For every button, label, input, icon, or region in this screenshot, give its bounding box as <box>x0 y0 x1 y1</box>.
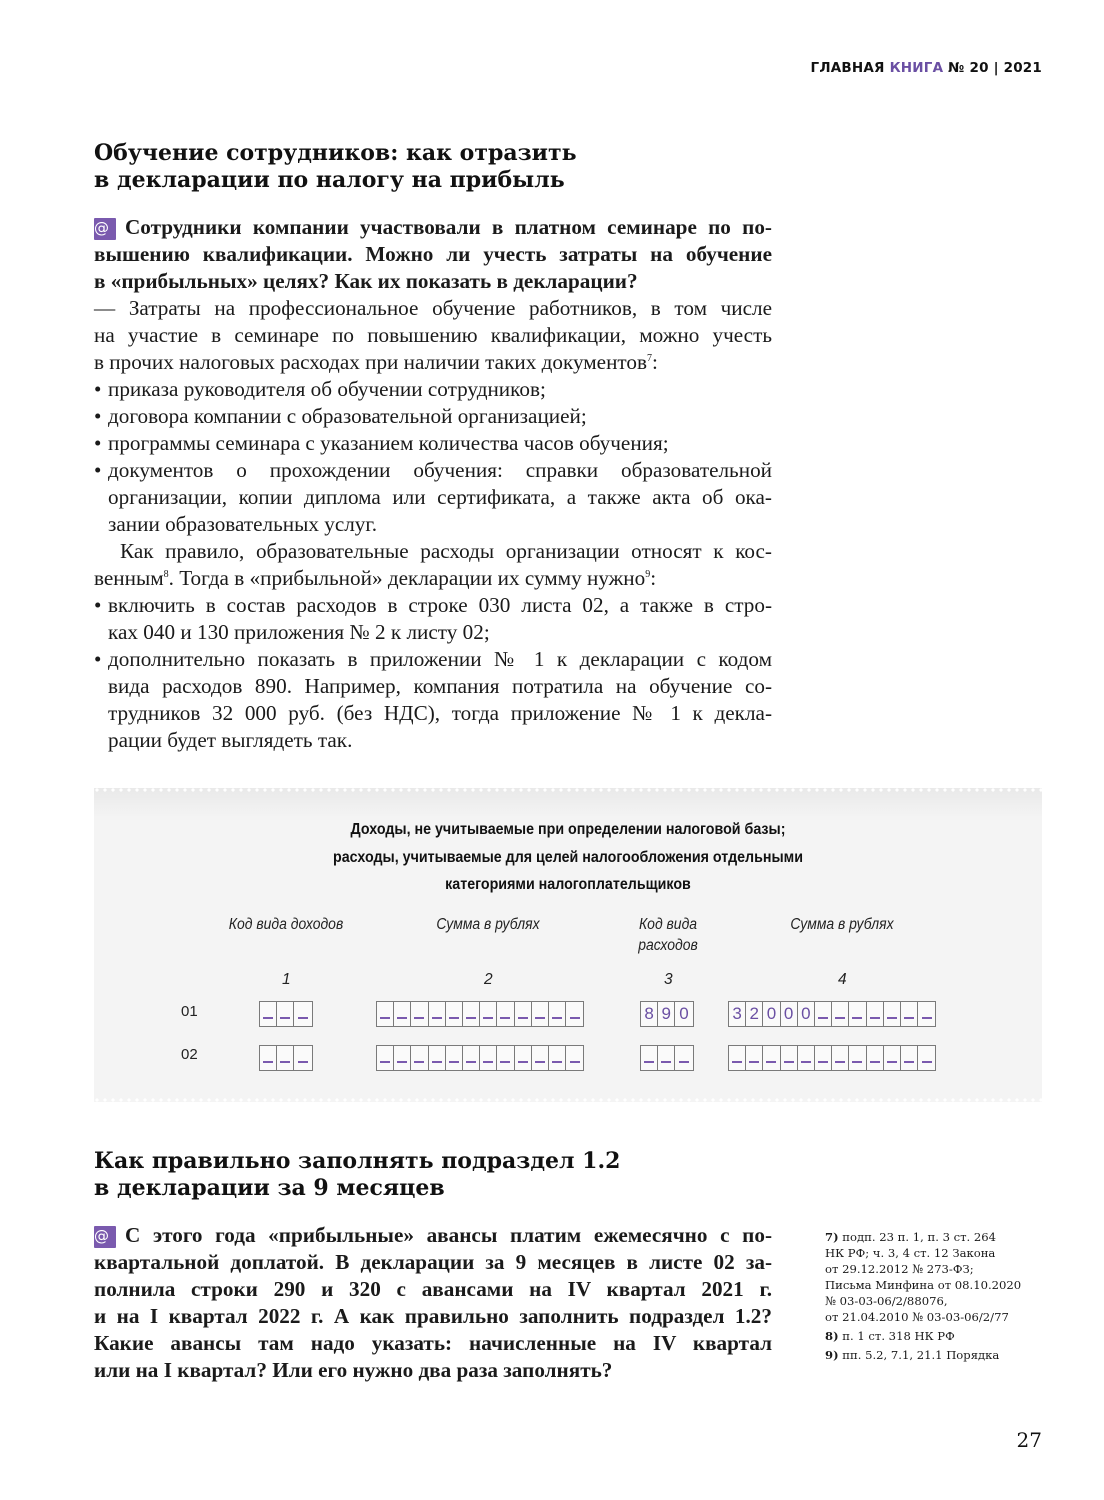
form-cell[interactable] <box>394 1046 411 1070</box>
form-cell[interactable] <box>566 1002 583 1026</box>
col-number: 2 <box>484 971 493 988</box>
form-cell[interactable] <box>277 1002 294 1026</box>
brand-accent: КНИГА <box>889 60 944 76</box>
form-cell[interactable]: 0 <box>763 1002 780 1026</box>
title-line: в декларации за 9 месяцев <box>94 1175 445 1201</box>
answer-line: — Затраты на профессиональное обучение работников, в том числе <box>94 296 772 320</box>
form-cell[interactable] <box>277 1046 294 1070</box>
form-title <box>132 816 1004 899</box>
form-cell[interactable] <box>515 1002 532 1026</box>
form-cell[interactable] <box>884 1002 901 1026</box>
form-title-line: расходы, учитываемые для целей налогообложения отдельными <box>332 848 803 866</box>
form-cell[interactable] <box>429 1002 446 1026</box>
form-cell[interactable] <box>294 1046 311 1070</box>
question-line: полнила строки 290 и 320 с авансами на IV квартал 2021 г. <box>94 1277 772 1301</box>
question-line: или на I квартал? Или его нужно два раза заполнять? <box>94 1358 613 1382</box>
article-training <box>94 140 772 754</box>
form-cell[interactable] <box>918 1002 935 1026</box>
list-item: • дополнительно показать в приложении № 1 к декларации с кодом <box>94 646 772 673</box>
form-cell[interactable] <box>763 1046 780 1070</box>
form-cell[interactable] <box>658 1046 675 1070</box>
form-title-line: категориями налогоплательщиков <box>445 876 691 893</box>
form-cell[interactable] <box>480 1046 497 1070</box>
form-cell[interactable] <box>549 1002 566 1026</box>
answer <box>94 295 772 754</box>
form-cell[interactable] <box>497 1046 514 1070</box>
issue-number: № 20 | 2021 <box>948 60 1042 76</box>
list-item-cont: рации будет выглядеть так. <box>108 728 353 752</box>
form-cell[interactable]: 8 <box>641 1002 658 1026</box>
field-expense-sum-row-01[interactable] <box>728 1001 936 1027</box>
question-line: Какие авансы там надо указать: начисленные на IV квартал <box>94 1331 772 1355</box>
form-cell[interactable]: 9 <box>658 1002 675 1026</box>
form-cell[interactable] <box>429 1046 446 1070</box>
form-cell[interactable] <box>675 1046 692 1070</box>
at-icon: @ <box>94 218 116 240</box>
footnote-7: 7) подп. 23 п. 1, п. 3 ст. 264 НК РФ; ч. 3, 4 ст. 12 Закона от 29.12.2012 № 273-ФЗ; Письма Минфина от 08.10.2020 № 03-03-06/2/88076, от 21.04.2010 № 03-03-06/2/77 <box>825 1230 1022 1324</box>
form-cell[interactable] <box>260 1002 277 1026</box>
question-line: @ С этого года «прибыльные» авансы платим ежемесячно с по- <box>94 1223 772 1247</box>
form-cell[interactable] <box>377 1002 394 1026</box>
at-icon: @ <box>94 1226 116 1248</box>
col-number: 1 <box>282 971 291 988</box>
form-cell[interactable] <box>884 1046 901 1070</box>
form-cell[interactable] <box>832 1002 849 1026</box>
form-cell[interactable] <box>446 1046 463 1070</box>
article-title <box>94 1148 772 1202</box>
page-number: 27 <box>1016 1428 1042 1452</box>
form-cell[interactable] <box>832 1046 849 1070</box>
field-expense-sum-row-02[interactable] <box>728 1045 936 1071</box>
brand-primary: ГЛАВНАЯ <box>810 60 885 76</box>
list-item: • программы семинара с указанием количества часов обучения; <box>94 430 772 457</box>
form-cell[interactable] <box>480 1002 497 1026</box>
form-title-line: Доходы, не учитываемые при определении налоговой базы; <box>350 821 786 838</box>
col-header-expense-code: Код вида расходов <box>638 916 698 954</box>
title-line: Обучение сотрудников: как отразить <box>94 140 577 166</box>
form-cell[interactable] <box>497 1002 514 1026</box>
form-cell[interactable] <box>901 1002 918 1026</box>
form-cell[interactable]: 0 <box>798 1002 815 1026</box>
form-cell[interactable]: 0 <box>679 1004 689 1023</box>
field-income-sum-row-01[interactable] <box>376 1001 584 1027</box>
field-income-code-row-01[interactable] <box>259 1001 313 1027</box>
field-income-code-row-02[interactable] <box>259 1045 313 1071</box>
form-cell[interactable] <box>901 1046 918 1070</box>
footnote-ref[interactable]: 9 <box>645 569 651 580</box>
form-cell[interactable]: 3 <box>729 1002 746 1026</box>
form-cell[interactable] <box>815 1002 832 1026</box>
reader-question <box>94 214 772 295</box>
declaration-form-sample <box>94 788 1042 1102</box>
title-line: Как правильно заполнять подраздел 1.2 <box>94 1148 621 1174</box>
answer-line: в прочих налоговых расходах при наличии таких документов$^7$: <box>94 350 658 374</box>
paragraph-line: венным$^8$. Тогда в «прибыльной» декларации их сумму нужно$^9$: <box>94 566 657 590</box>
form-cell[interactable] <box>849 1002 866 1026</box>
form-cell[interactable] <box>260 1046 277 1070</box>
form-cell[interactable] <box>532 1046 549 1070</box>
list-item: • документов о прохождении обучения: справки образовательной <box>94 457 772 484</box>
form-cell[interactable] <box>849 1046 866 1070</box>
footnote-ref[interactable]: 7 <box>647 353 653 364</box>
col-header-income-sum: Сумма в рублях <box>436 916 540 933</box>
form-cell[interactable] <box>411 1046 428 1070</box>
form-cell[interactable] <box>815 1046 832 1070</box>
col-header-income-code: Код вида доходов <box>228 916 344 933</box>
field-expense-code-row-02[interactable] <box>640 1045 694 1071</box>
list-item-cont: зании образовательных услуг. <box>108 512 378 536</box>
list-item: • включить в состав расходов в строке 030 листа 02, а также в стро- <box>94 592 772 619</box>
col-number: 3 <box>664 971 673 988</box>
footnote-8: 8) п. 1 ст. 318 НК РФ <box>825 1329 955 1343</box>
footnote-9: 9) пп. 5.2, 7.1, 21.1 Порядка <box>825 1348 1000 1362</box>
title-line: в декларации по налогу на прибыль <box>94 167 565 193</box>
answer-line: на участие в семинаре по повышению квалификации, можно учесть <box>94 323 772 347</box>
form-cell[interactable] <box>746 1046 763 1070</box>
form-cell[interactable]: 2 <box>746 1002 763 1026</box>
row-label-02: 02 <box>181 1046 198 1063</box>
article-title <box>94 140 772 194</box>
form-cell[interactable] <box>463 1046 480 1070</box>
article-subsection-1-2 <box>94 1148 772 1384</box>
question-line: и на I квартал 2022 г. А как правильно заполнить подраздел 1.2? <box>94 1304 772 1328</box>
masthead <box>811 60 1042 76</box>
form-cell[interactable] <box>566 1046 583 1070</box>
question-line: квартальной доплатой. В декларации за 9 месяцев в листе 02 за- <box>94 1250 772 1274</box>
list-item-cont: вида расходов 890. Например, компания потратила на обучение со- <box>108 674 772 698</box>
list-item-cont: ках 040 и 130 приложения № 2 к листу 02; <box>108 620 490 644</box>
paragraph-line: Как правило, образовательные расходы организации относят к кос- <box>120 539 772 563</box>
form-cell[interactable] <box>867 1002 884 1026</box>
form-cell[interactable]: 0 <box>781 1002 798 1026</box>
form-cell[interactable] <box>781 1046 798 1070</box>
footnotes <box>825 1229 1055 1366</box>
form-cell[interactable] <box>411 1002 428 1026</box>
form-cell[interactable] <box>394 1002 411 1026</box>
form-cell[interactable] <box>918 1046 935 1070</box>
list-item-cont: организации, копии диплома или сертификата, а также акта об ока- <box>108 485 772 509</box>
form-cell[interactable] <box>377 1046 394 1070</box>
form-cell[interactable] <box>641 1046 658 1070</box>
list-item-cont: трудников 32 000 руб. (без НДС), тогда приложение № 1 к декла- <box>108 701 772 725</box>
form-cell[interactable] <box>729 1046 746 1070</box>
form-cell[interactable] <box>463 1002 480 1026</box>
col-header-expense-sum: Сумма в рублях <box>790 916 894 933</box>
form-cell[interactable] <box>515 1046 532 1070</box>
col-number: 4 <box>838 971 847 988</box>
question-line: @ Сотрудники компании участвовали в платном семинаре по по- <box>94 215 772 239</box>
form-cell[interactable] <box>532 1002 549 1026</box>
form-cell[interactable] <box>867 1046 884 1070</box>
question-line: вышению квалификации. Можно ли учесть затраты на обучение <box>94 242 772 266</box>
field-income-sum-row-02[interactable] <box>376 1045 584 1071</box>
form-cell[interactable] <box>294 1002 311 1026</box>
form-cell[interactable] <box>549 1046 566 1070</box>
footnote-ref[interactable]: 8 <box>163 569 169 580</box>
field-expense-code-row-01[interactable] <box>640 1001 694 1027</box>
list-item: • договора компании с образовательной организацией; <box>94 403 772 430</box>
reader-question <box>94 1222 772 1384</box>
question-line: в «прибыльных» целях? Как их показать в декларации? <box>94 269 638 293</box>
list-item: • приказа руководителя об обучении сотрудников; <box>94 376 772 403</box>
form-cell[interactable] <box>446 1002 463 1026</box>
form-cell[interactable] <box>798 1046 815 1070</box>
row-label-01: 01 <box>181 1003 198 1020</box>
